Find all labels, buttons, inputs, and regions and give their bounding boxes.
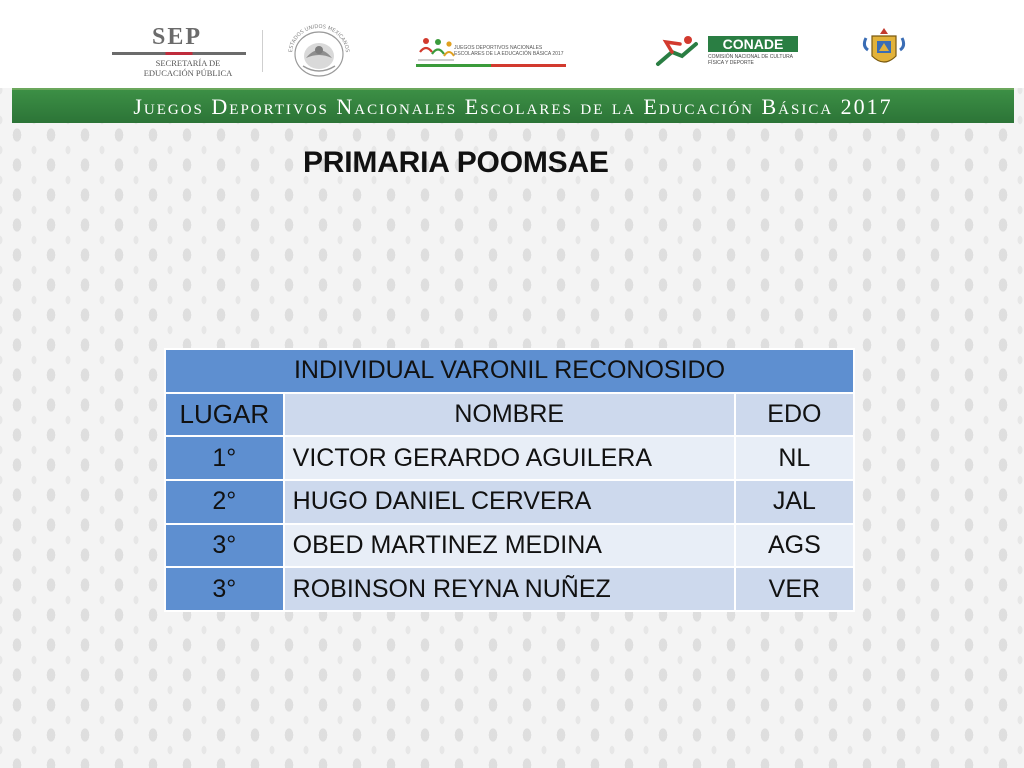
name-cell: OBED MARTINEZ MEDINA: [284, 524, 735, 568]
table-header-row: [165, 393, 854, 437]
logo-bar: [0, 0, 1024, 88]
conade-wordmark: CONADE: [708, 36, 798, 52]
state-cell: AGS: [735, 524, 854, 568]
table-row: [165, 436, 854, 480]
eagle-seal-icon: [276, 20, 362, 80]
table-row: [165, 567, 854, 611]
juegos-deportivos-logo-text: JUEGOS DEPORTIVOS NACIONALES ESCOLARES DE LA EDUCACIÓN BÁSICA 2017: [454, 45, 564, 57]
national-seal-logo: [276, 20, 362, 80]
results-table: [164, 348, 855, 612]
juegos-deportivos-logo: [416, 36, 572, 72]
runner-icon: [652, 34, 706, 68]
name-cell: ROBINSON REYNA NUÑEZ: [284, 567, 735, 611]
sep-logo-subtitle: [128, 58, 248, 78]
place-cell: 2°: [165, 480, 284, 524]
seal-text: ESTADOS UNIDOS MEXICANOS: [288, 23, 350, 53]
table-caption: INDIVIDUAL VARONIL RECONOSIDO: [165, 349, 854, 393]
name-cell: VICTOR GERARDO AGUILERA: [284, 436, 735, 480]
state-emblem-logo: [860, 26, 908, 72]
column-header-lugar: LUGAR: [165, 393, 284, 437]
sep-logo-word: SEP: [152, 24, 203, 50]
sep-logo: [112, 24, 252, 76]
conade-logo: [652, 34, 800, 70]
column-header-edo: EDO: [735, 393, 854, 437]
place-cell: 3°: [165, 524, 284, 568]
coat-of-arms-icon: [860, 26, 908, 72]
conade-subtitle: COMISIÓN NACIONAL DE CULTURA FÍSICA Y DEPORTE: [708, 54, 793, 66]
event-banner: Juegos Deportivos Nacionales Escolares de la Educación Básica 2017: [12, 88, 1014, 123]
sep-logo-line2: EDUCACIÓN PÚBLICA: [143, 68, 233, 78]
state-cell: NL: [735, 436, 854, 480]
place-cell: 1°: [165, 436, 284, 480]
juegos-deportivos-stripe: [416, 64, 566, 67]
table-row: [165, 524, 854, 568]
state-cell: VER: [735, 567, 854, 611]
column-header-nombre: NOMBRE: [284, 393, 735, 437]
sep-logo-line1: SECRETARÍA DE: [155, 58, 221, 68]
table-caption-row: [165, 349, 854, 393]
name-cell: HUGO DANIEL CERVERA: [284, 480, 735, 524]
sep-logo-rule: [112, 52, 246, 55]
logo-divider: [262, 30, 263, 72]
page-title: PRIMARIA POOMSAE: [303, 146, 609, 179]
athlete-figures-icon: [416, 36, 456, 64]
place-cell: 3°: [165, 567, 284, 611]
state-cell: JAL: [735, 480, 854, 524]
table-row: [165, 480, 854, 524]
